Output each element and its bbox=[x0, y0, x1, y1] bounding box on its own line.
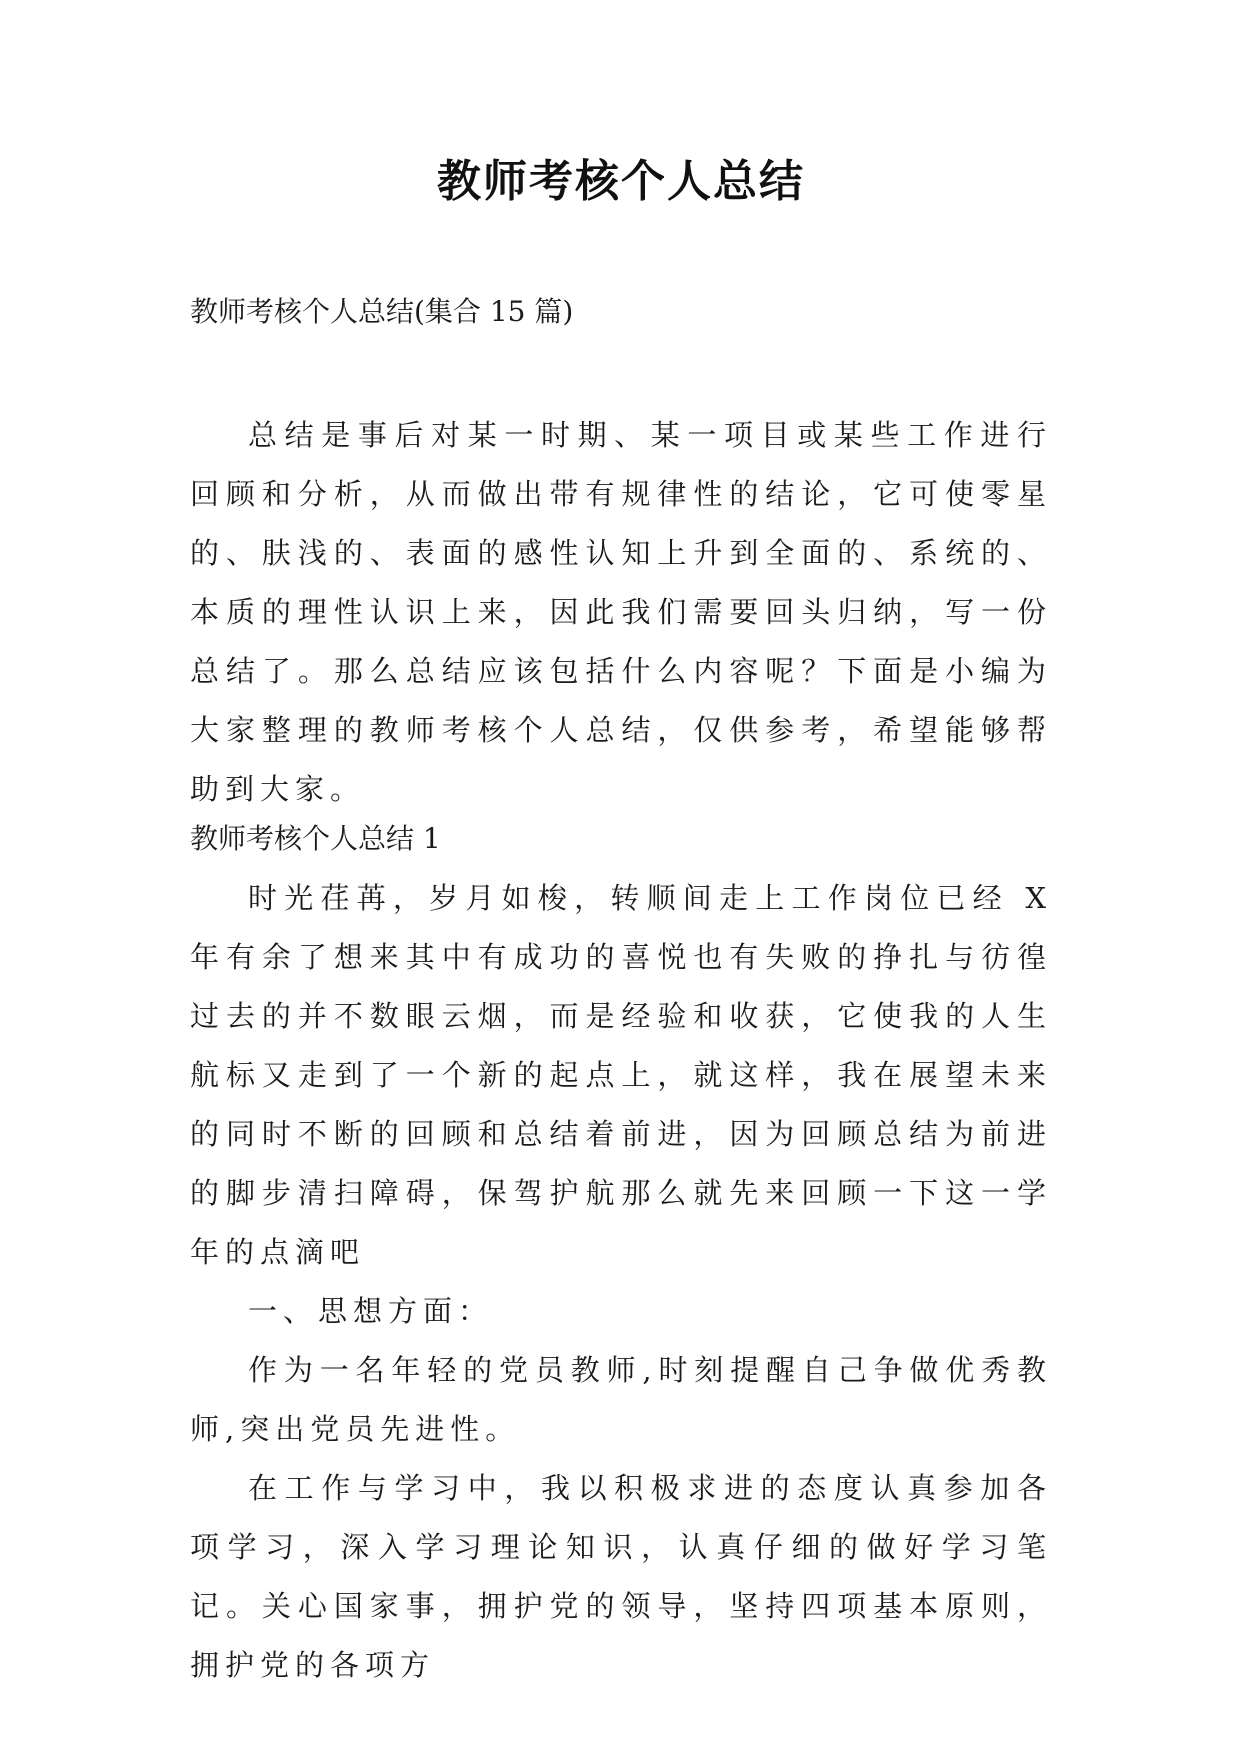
document-subtitle: 教师考核个人总结(集合 15 篇) bbox=[190, 295, 574, 328]
body-paragraph: 时光荏苒，岁月如梭，转顺间走上工作岗位已经 X 年有余了想来其中有成功的喜悦也有失败的挣扎与彷徨过去的并不数眼云烟，而是经验和收获，它使我的人生航标又走到了一个新的起点上，就这样，我在展望未来的同时不断的回顾和总结着前进，因为回顾总结为前进的脚步清扫障碍，保驾护航那么就先来回顾一下这一学年的点滴吧 bbox=[190, 881, 1052, 1269]
body-paragraph: 作为一名年轻的党员教师,时刻提醒自己争做优秀教师,突出党员先进性。 bbox=[190, 1353, 1052, 1446]
body-paragraph: 一、思想方面： bbox=[248, 1294, 494, 1328]
body-paragraph: 在工作与学习中，我以积极求进的态度认真参加各项学习，深入学习理论知识，认真仔细的做好学习笔记。关心国家事，拥护党的领导，坚持四项基本原则，拥护党的各项方 bbox=[190, 1471, 1052, 1682]
document-title: 教师考核个人总结 bbox=[437, 156, 805, 207]
intro-paragraph: 总结是事后对某一时期、某一项目或某些工作进行回顾和分析，从而做出带有规律性的结论，它可使零星的、肤浅的、表面的感性认知上升到全面的、系统的、本质的理性认识上来，因此我们需要回头归纳，写一份总结了。那么总结应该包括什么内容呢？下面是小编为大家整理的教师考核个人总结，仅供参考，希望能够帮助到大家。 bbox=[190, 418, 1052, 806]
section-heading: 教师考核个人总结 1 bbox=[190, 822, 441, 855]
article-body bbox=[190, 869, 1052, 1695]
intro-section bbox=[190, 406, 1052, 819]
